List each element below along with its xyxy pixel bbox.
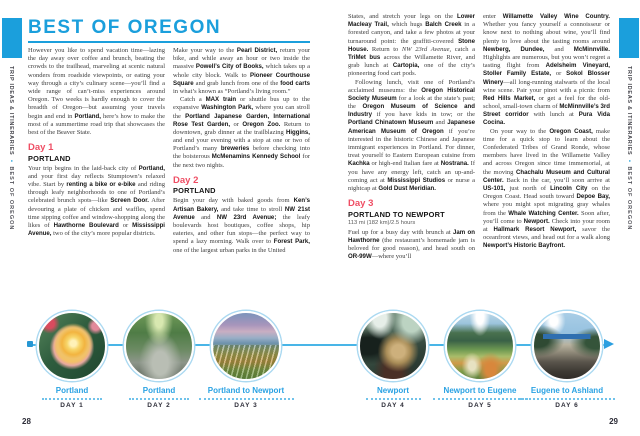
sidebar-separator-dot: • [626,159,632,163]
bold-poi: Gold Dust Meridian. [378,184,436,192]
bold-poi: Portland Japanese Garden, International Rose Test Garden, [173,112,310,128]
bold-poi: food carts [280,79,310,87]
bold-poi: US-101, [483,184,506,192]
bold-poi: breweries [220,145,250,153]
bold-poi: Screen Door. [110,197,149,205]
bold-poi: Hallmark Resort Newport, [493,225,577,233]
bold-poi: Lincoln City [550,184,588,192]
bold-poi: Adelsheim Vineyard, Stoller Family Estate, [483,62,610,78]
bold-poi: Balch Creek [425,21,462,29]
bold-poi: Pearl District, [236,47,278,54]
title-underline [28,41,310,43]
stop-place-label: Portland [142,386,176,395]
dotted-separator [129,398,189,400]
page-title: BEST OF OREGON [28,17,222,38]
left-sidebar-vertical-text [8,66,14,230]
bold-poi: TriMet bus [348,53,381,61]
stop-day-label: DAY 1 [60,401,84,409]
text-column-4 [483,13,610,250]
bold-poi: Oregon Museum of Science and Industry [348,103,475,119]
paragraph: Following lunch, visit one of Portland’s acclaimed museums: the Oregon Historical Society Museum for a look at the state’s past; the Oregon Museum of Science and Industry if you have kids in tow; or the Portland Chinatown Museum and Japanese American Museum of Oregon if you’re interested in the historic Chinese and Japanese immigrant experiences in Portland. For dinner, treat yourself to Eastern European cuisine from Kachka or high-end Italian fare at Nostrana. If you have any energy left, catch an up-and-coming act at Mississippi Studios or nurse a nightcap at Gold Dust Meridian. [348,78,476,192]
bold-poi: Newberg, Dundee, [483,45,545,53]
sidebar-chapter-label: BEST OF OREGON [626,166,632,231]
bold-poi: McMinnville. [573,45,610,53]
bold-poi: Forest Park, [273,238,310,246]
chapter-tab-right [619,18,639,58]
bold-poi: Portland, [74,112,101,120]
coastal-cove-photo [358,311,428,381]
day-heading [173,176,310,196]
stop-place-label: Portland to Newport [207,386,285,395]
dotted-separator [366,398,421,400]
day-distance: 113 mi (182 km)/2.5 hours [348,220,416,227]
bold-poi: Sokol Blosser Winery [483,70,611,86]
text-column-3 [348,13,475,261]
bold-poi: Washington Park, [201,104,254,112]
stop-place-label: Portland [55,386,89,395]
sidebar-separator-dot: • [8,159,14,163]
paragraph: However you like to spend vacation time—lazing the day away over coffee and brunch, beating the crowds to the trailhead, marveling at scenic natural wonders from roadside viewpoints, or eating your way through a city’s culinary scene—you’ll find a wide range of can’t-miss experiences around Oregon. Two weeks is hardly enough to cover the breadth of Oregon—but assuming your travels begin and end in Portland, here’s how to make the most of a summertime road trip that showcases the best of the Beaver State. [28,47,165,136]
day-destination: PORTLAND [28,153,71,163]
right-page-number: 29 [609,417,618,426]
paragraph: Catch a MAX train or shuttle bus up to the expansive Washington Park, where you can stroll the Portland Japanese Garden, International Rose Test Garden, or Oregon Zoo. Return to downtown, grab dinner at the trailblazing Higgins, and end your evening with a stop at one or two of Portland’s many breweries before checking into the boisterous McMenamins Kennedy School for the next two nights. [173,96,310,169]
vineyard-hills-photo [211,311,281,381]
stop-place-label: Newport [377,386,409,395]
rose-garden-photo [37,311,107,381]
stop-place-label: Eugene to Ashland [530,386,604,395]
bold-poi: Chachalu Museum and Cultural Center. [483,168,610,184]
bold-poi: Oregon Zoo. [242,120,281,128]
dotted-separator [42,398,102,400]
chapter-tab-left [2,18,22,58]
bold-poi: Portland, [138,164,165,172]
bold-poi: Pioneer Courthouse Square [173,71,310,87]
bold-poi: Japanese American Museum of Oregon [348,119,475,135]
paragraph: Your trip begins in the laid-back city of Portland, and your first day reflects Stumptown’s relaxed vibe. Start by renting a bike or e-bike and riding through leafy neighborhoods to one of Portland’s celebrated brunch spots—like Screen Door. After devouring a plate of chicken and waffles, spend time sipping coffee and window-shopping along the likes of Hawthorne Boulevard or Mississippi Avenue, two of the city’s more popular districts. [28,164,165,238]
text-column-1 [28,47,165,238]
bold-poi: Oregon Historical Society Museum [348,86,475,102]
bold-poi: Higgins, [285,128,310,136]
sidebar-chapter-label: BEST OF OREGON [8,166,14,231]
bold-poi: OR-99W [348,253,372,261]
paragraph: Fuel up for a busy day with brunch at Jam on Hawthorne (the restaurant’s homemade jam is beloved for good reason), and head south on OR-99W—where you’ll [348,228,475,261]
bold-poi: Whale Watching Center. [508,209,579,217]
bold-poi: Newport. [523,217,550,225]
bold-poi: Mississippi Avenue, [28,222,165,238]
mountain-meadow-photo [445,311,515,381]
stop-day-label: DAY 2 [147,401,171,409]
bold-poi: Lower Macleay Trail, [348,13,475,29]
bold-poi: Red Hills Market, [483,94,536,102]
paragraph: States, and stretch your legs on the Lower Macleay Trail, which hugs Balch Creek in a forested canyon, and take a few photos at your turnaround point: the graffiti-covered Stone House. Return to NW 23rd Avenue, catch a TriMet bus across the Willamette River, and grab lunch at Cartopia, one of the city’s pioneering food cart pods. [348,13,475,78]
bold-poi: Nostrana. [440,160,469,168]
bold-poi: MAX train [205,96,237,104]
bold-poi: Jam on Hawthorne [348,228,475,244]
day-number: Day 1 [28,142,54,154]
stop-day-label: DAY 5 [468,401,492,409]
timeline-stop [191,311,301,409]
day-destination: PORTLAND TO NEWPORT [348,209,445,219]
paragraph: Begin your day with baked goods from Ken’s Artisan Bakery, and take time to stroll NW 21st Avenue and NW 23rd Avenue; the leafy boulevards host boutiques, coffee shops, hip eateries, and other fun stops—the perfect way to spend a lazy morning. Walk over to Forest Park, one of the largest urban parks in the United [173,197,310,254]
dotted-separator [199,398,294,400]
bold-poi: Oregon Coast, [549,127,593,135]
day-number: Day 3 [348,198,374,210]
day-number: Day 2 [173,174,199,186]
left-page-number: 28 [22,417,31,426]
day-destination: PORTLAND [173,186,216,196]
bold-poi: Mississippi Studios [387,176,446,184]
bold-poi: NW 21st Avenue [173,205,310,221]
right-sidebar-vertical-text [626,66,632,230]
bold-poi: Cartopia, [392,62,420,70]
sidebar-series-label: TRIP IDEAS & ITINERARIES [8,66,14,156]
bold-poi: Newport’s Historic Bayfront. [483,242,566,250]
bold-poi: Ken’s Artisan Bakery, [173,197,310,213]
text-column-2 [173,47,310,255]
bold-poi: Stone House. [348,37,475,53]
bold-poi: Powell’s City of Books, [195,63,264,71]
stop-day-label: DAY 3 [234,401,258,409]
stop-day-label: DAY 6 [555,401,579,409]
forest-creek-photo [124,311,194,381]
sidebar-series-label: TRIP IDEAS & ITINERARIES [626,66,632,156]
bold-poi: Depoe Bay, [576,193,610,201]
paragraph: Make your way to the Pearl District, return your bike, and while away an hour or two inside the massive Powell’s City of Books, which takes up a whole city block. Walk to Pioneer Courthouse Square and grab lunch from one of the food carts in what’s known as “Portland’s living room.” [173,47,311,95]
stop-place-label: Newport to Eugene [443,386,517,395]
day-heading [28,143,165,163]
timeline-stop [512,311,622,409]
bold-poi: Pura Vida Cocina. [483,111,610,127]
dotted-separator [520,398,615,400]
ashland-street-photo [532,311,602,381]
paragraph: enter Willamette Valley Wine Country. Whether you fancy yourself a connoisseur or know next to nothing about wine, you’ll find plenty to love about the tasting rooms around Newberg, Dundee, and McMinnville. Highlights are numerous, but you won’t regret a tasting flight from Adelsheim Vineyard, Stoller Family Estate, or Sokol Blosser Winery—all long-running stalwarts of the local wine scene. Pair your pinot with a picnic from Red Hills Market, or get a feel for the old-school, small-town charm of McMinnville’s 3rd Street corridor with lunch at Pura Vida Cocina. [483,13,611,127]
bold-poi: Kachka [348,160,370,168]
bold-poi: NW 23rd Avenue; [216,213,277,221]
bold-poi: Hawthorne Boulevard [53,222,119,230]
bold-poi: renting a bike or e-bike [66,181,136,189]
stop-day-label: DAY 4 [381,401,405,409]
italic-text: NW 23rd Avenue [401,45,450,53]
bold-poi: Willamette Valley Wine Country. [502,13,610,20]
paragraph: On your way to the Oregon Coast, make time for a quick stop to learn about the Confederated Tribes of Grand Ronde, whose members have lived in the Willamette Valley and across Oregon since time immemorial, at the moving Chachalu Museum and Cultural Center. Back in the car, you’ll soon arrive at US-101, just north of Lincoln City on the Oregon Coast. Head south toward Depoe Bay, where you might spot migrating gray whales from the Whale Watching Center. Soon after, you’ll come to Newport. Check into your room at Hallmark Resort Newport, savor the oceanfront views, and head out for a walk along Newport’s Historic Bayfront. [483,127,610,250]
bold-poi: McMinnville’s 3rd Street corridor [483,103,610,119]
day-heading [348,199,475,227]
bold-poi: McMenamins Kennedy School [211,153,301,161]
bold-poi: Portland Chinatown Museum [348,119,434,127]
